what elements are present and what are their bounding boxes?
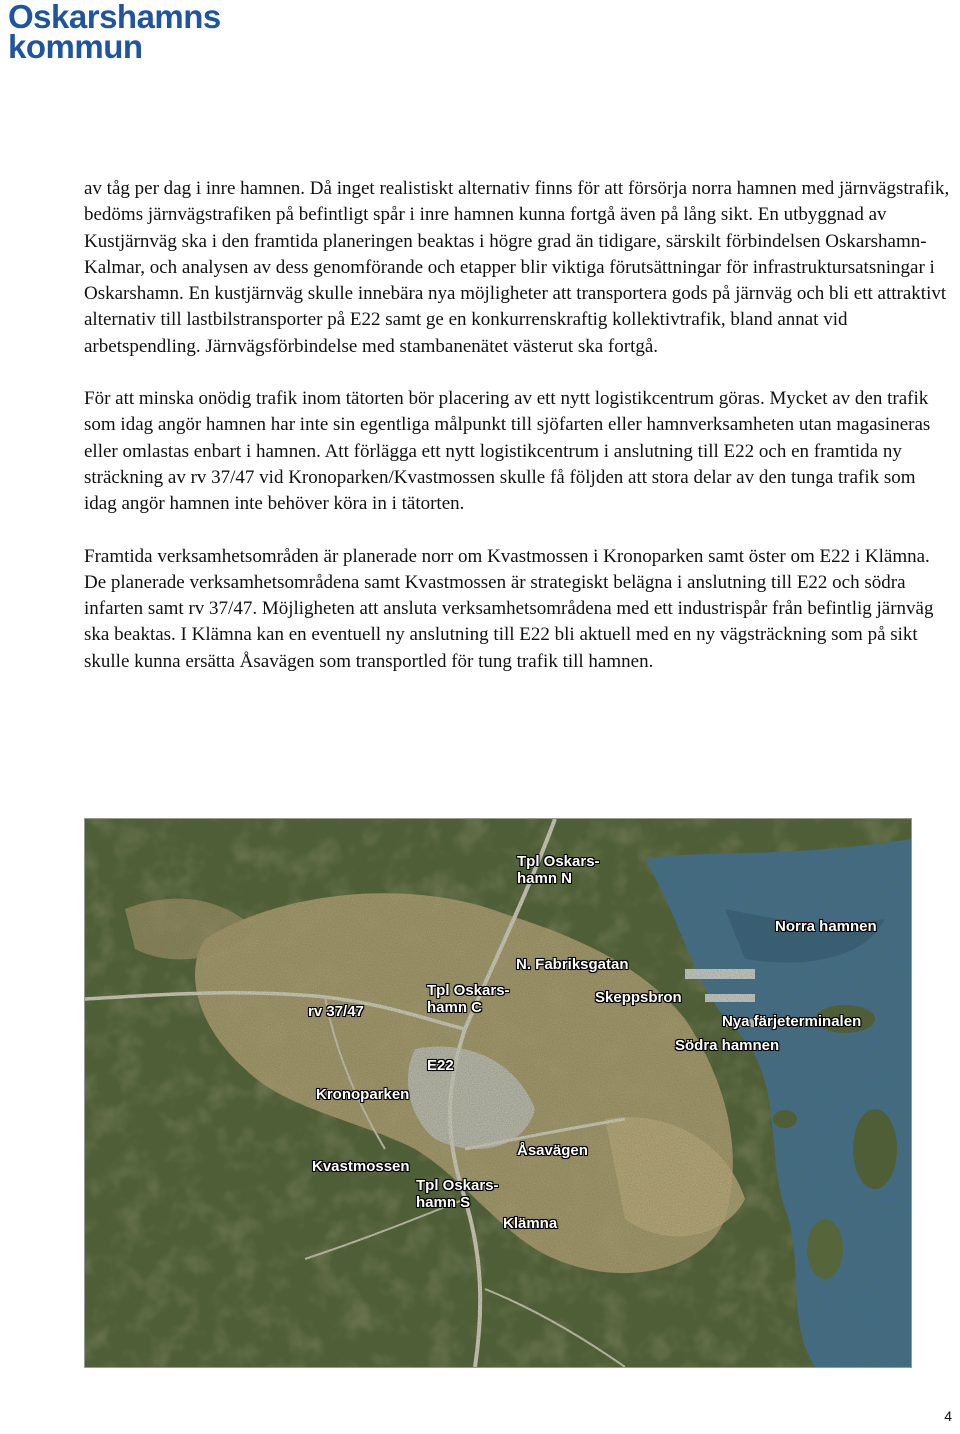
map-label-klamna: Klämna xyxy=(503,1215,558,1232)
map-label-e22: E22 xyxy=(427,1057,454,1074)
logo-line-1: Oskarshamns xyxy=(8,0,221,35)
map-label-tpl-oskarshamn-c: Tpl Oskars- hamn C xyxy=(427,982,510,1016)
map-label-skeppsbron: Skeppsbron xyxy=(595,989,682,1006)
map-label-tpl-oskarshamn-s: Tpl Oskars- hamn S xyxy=(416,1177,499,1211)
map-label-n-fabriksgatan: N. Fabriksgatan xyxy=(516,956,629,973)
paragraph-logistics-centre: För att minska onödig trafik inom tätorten bör placering av ett nytt logistikcentrum göras. Mycket av den trafik som idag angör hamnen har inte sin egentliga målpunkt till sjöfarten eller hamnverksamheten utan magasineras eller omlastas enbart i hamnen. Att förlägga ett nytt logistikcentrum i anslutning till E22 och en framtida ny sträckning av rv 37/47 vid Kronoparken/Kvastmossen skulle få följden att stora delar av den tunga trafik som idag angör hamnen inte behöver köra in i tätorten. xyxy=(84,388,931,515)
map-label-rv-37-47: rv 37/47 xyxy=(308,1003,364,1020)
paragraph-business-areas: Framtida verksamhetsområden är planerade norr om Kvastmossen i Kronoparken samt öster om E22 i Klämna. De planerade verksamhetsområdena samt Kvastmossen är strategiskt belägna i anslutning till E22 och södra infarten samt rv 37/47. Möjligheten att ansluta verksamhetsområdena med ett industrispår från befintlig järnväg ska beaktas. I Klämna kan en eventuell ny anslutning till E22 bli aktuell med en ny vägsträckning som på sikt skulle kunna ersätta Åsavägen som transportled för tung trafik till hamnen. xyxy=(84,545,934,672)
logo-line-2: kommun xyxy=(8,28,143,65)
map-label-tpl-oskarshamn-n: Tpl Oskars- hamn N xyxy=(517,853,600,887)
map-label-nya-farjeterminalen: Nya färjeterminalen xyxy=(722,1013,862,1030)
map-label-norra-hamnen: Norra hamnen xyxy=(775,918,877,935)
map-label-asavagen: Åsavägen xyxy=(517,1142,588,1159)
municipality-logo xyxy=(8,0,221,65)
map-label-kvastmossen: Kvastmossen xyxy=(312,1158,410,1175)
document-body xyxy=(84,176,952,675)
aerial-map xyxy=(84,818,912,1368)
map-label-kronoparken: Kronoparken xyxy=(316,1086,410,1103)
map-label-sodra-hamnen: Södra hamnen xyxy=(675,1037,780,1054)
page-number: 4 xyxy=(944,1408,952,1424)
paragraph-rail-traffic: av tåg per dag i inre hamnen. Då inget realistiskt alternativ finns för att försörja norra hamnen med järnvägstrafik, bedöms järnvägstrafiken på befintligt spår i inre hamnen kunna fortgå även på lång sikt. En utbyggnad av Kustjärnväg ska i den framtida planeringen beaktas i högre grad än tidigare, särskilt förbindelsen Oskarshamn-Kalmar, och analysen av dess genomförande och etapper blir viktiga förutsättningar för infrastruktursatsningar i Oskarshamn. En kustjärnväg skulle innebära nya möjligheter att transportera gods på järnväg och bli ett attraktivt alternativ till lastbilstransporter på E22 samt ge en konkurrenskraftig kollektivtrafik, bland annat vid arbetspendling. Järnvägsförbindelse med stambanenätet västerut ska fortgå. xyxy=(84,178,950,357)
aerial-map-image xyxy=(85,819,911,1367)
